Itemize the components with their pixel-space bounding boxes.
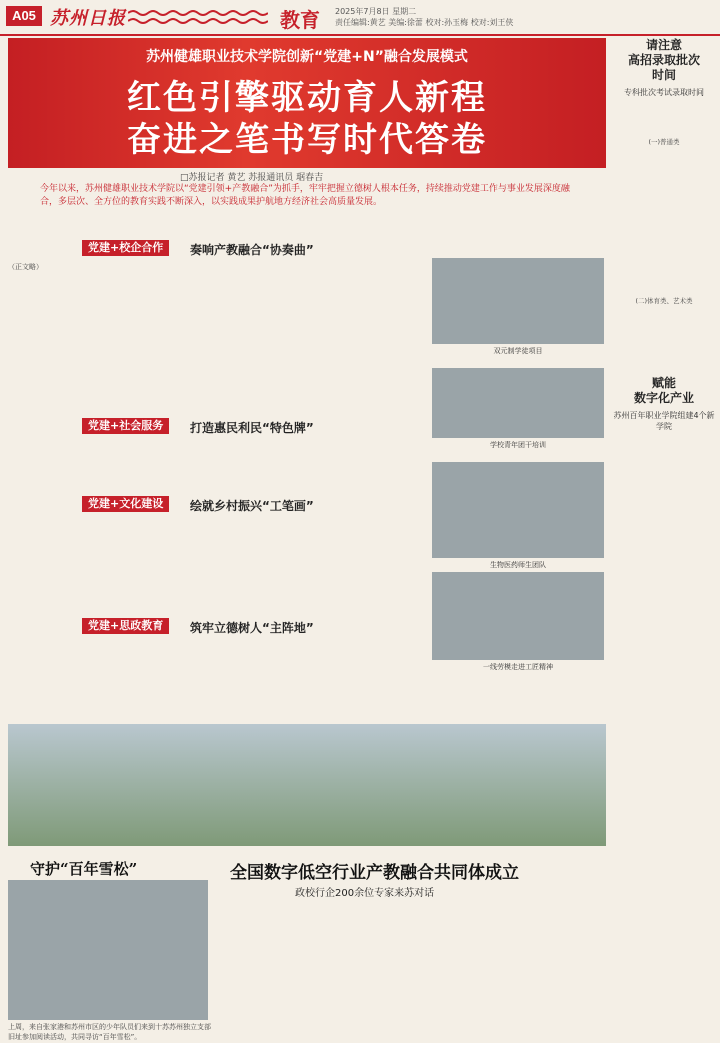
sidebar bbox=[612, 38, 716, 432]
hero-banner bbox=[8, 38, 606, 168]
snow-caption: 上周，来自张家港和苏州市区的少年队员们来到十苏苏州独立支部旧址参加阅读活动，共同寻访“百年雪松”。 bbox=[8, 1023, 211, 1041]
section-title-3: 绘就乡村振兴“工笔画” bbox=[190, 499, 314, 513]
caption-2: 学校青年团干培训 bbox=[490, 441, 546, 449]
sidebar-title-2: 赋能 数字化产业 bbox=[633, 376, 694, 405]
byline: □苏报记者 黄艺 苏报通讯员 琚春吉 bbox=[180, 173, 324, 183]
section-title-2: 打造惠民利民“特色牌” bbox=[190, 421, 314, 435]
bottom-subtitle: 政校行企200余位专家来苏对话 bbox=[295, 888, 435, 899]
sidebar-sub-1: 专科批次考试录取时间 bbox=[624, 88, 704, 97]
paper-logo: 苏州日报 bbox=[50, 8, 126, 29]
section-title-1: 奏响产教融合“协奏曲” bbox=[190, 243, 314, 257]
sidebar-tag-1: (一)普通类 bbox=[648, 138, 680, 146]
sidebar-sub-2: 苏州百年职业学院组建4个新学院 bbox=[613, 411, 715, 431]
hero-subtitle: 苏州健雄职业技术学院创新“党建+N”融合发展模式 bbox=[146, 49, 468, 65]
caption-1: 双元制学徒项目 bbox=[493, 347, 543, 355]
bottom-title: 全国数字低空行业产教融合共同体成立 bbox=[230, 863, 519, 883]
campus-aerial-photo bbox=[8, 724, 606, 846]
caption-3: 生物医药师生团队 bbox=[490, 561, 546, 569]
date-line: 2025年7月8日 星期二 责任编辑:黄艺 美编:徐蕾 校对:孙玉梅 校对:刘王侠 bbox=[335, 7, 514, 27]
section-tag-3: 党建+文化建设 bbox=[82, 496, 169, 512]
snow-photo bbox=[8, 880, 208, 1020]
photo-3 bbox=[432, 462, 604, 558]
hero-title-line1: 红色引擎驱动育人新程 bbox=[127, 78, 487, 118]
hero-title-line2: 奋进之笔书写时代答卷 bbox=[127, 120, 487, 160]
photo-4 bbox=[432, 572, 604, 660]
masthead bbox=[0, 0, 720, 36]
snow-title: 守护“百年雪松” bbox=[30, 860, 138, 878]
wave-decoration bbox=[128, 8, 268, 26]
page-number: A05 bbox=[6, 6, 42, 26]
section-tag-2: 党建+社会服务 bbox=[82, 418, 169, 434]
sidebar-title-1: 请注意 高招录取批次 时间 bbox=[627, 38, 700, 82]
caption-4: 一线劳模走进工匠精神 bbox=[483, 663, 553, 671]
section-title: 教育 bbox=[280, 8, 320, 32]
photo-2 bbox=[432, 368, 604, 438]
article-text-1: （正文略） bbox=[8, 263, 43, 271]
sidebar-tag-2: (二)体育类、艺术类 bbox=[635, 297, 693, 305]
lead-paragraph: 今年以来，苏州健雄职业技术学院以“党建引领+产教融合”为抓手，牢牢把握立德树人根本任务，持续推动党建工作与事业发展深度融合，多层次、全方位的教育实践不断深入，以实践成果护航地方经济社会高质量发展。 bbox=[40, 184, 570, 207]
section-tag-1: 党建+校企合作 bbox=[82, 240, 169, 256]
section-tag-4: 党建+思政教育 bbox=[82, 618, 169, 634]
photo-1 bbox=[432, 258, 604, 344]
section-title-4: 筑牢立德树人“主阵地” bbox=[190, 621, 314, 635]
